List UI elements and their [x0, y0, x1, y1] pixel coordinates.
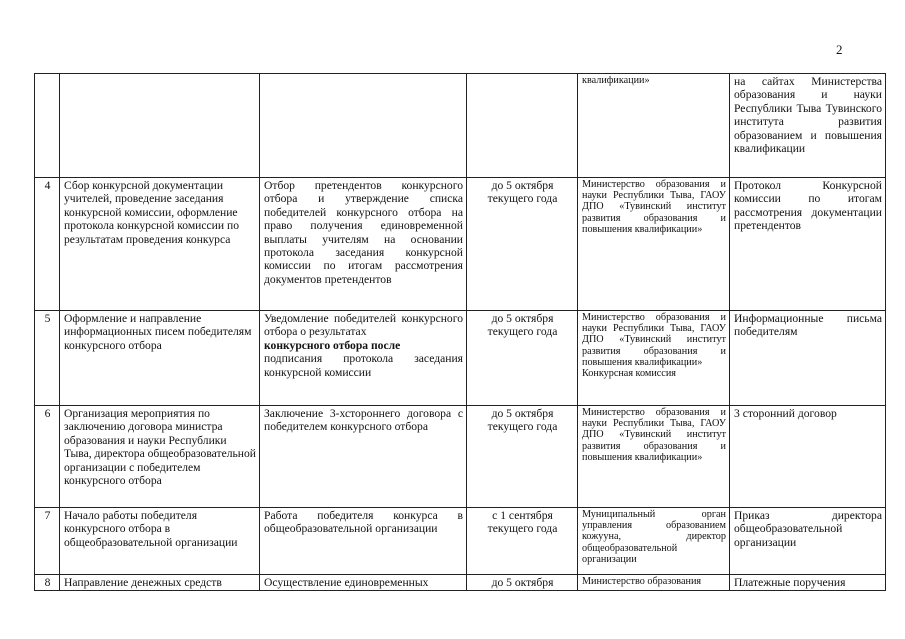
table-row [35, 74, 886, 178]
task-cell: Оформление и направление информационных писем победителям конкурсного отбора [60, 311, 260, 406]
table-row [35, 311, 886, 406]
responsible-cell [578, 311, 730, 406]
task-cell: Направление денежных средств [60, 575, 260, 591]
result-cell: 3 сторонний договор [730, 406, 886, 508]
date-cell: с 1 сентября текущего года [467, 508, 578, 575]
content-cell [260, 311, 467, 406]
content-bold-text: конкурсного отбора после [264, 338, 401, 352]
task-cell: Организация мероприятия по заключению договора министра образования и науки Республики Тыва, директора общеобразовательной организации с победителем конкурсного отбора [60, 406, 260, 508]
responsible-text: Министерство образования и науки Республики Тыва, ГАОУ ДПО «Тувинский институт развития образования и повышения квалификации» [582, 312, 726, 368]
table-row [35, 406, 886, 508]
responsible-cell: Министерство образования и науки Республики Тыва, ГАОУ ДПО «Тувинский институт развития образования и повышения квалификации» [578, 178, 730, 311]
result-cell: Протокол Конкурсной комиссии по итогам рассмотрения документации претендентов [730, 178, 886, 311]
result-cell: Информационные письма победителям [730, 311, 886, 406]
content-cell: Отбор претендентов конкурсного отбора и утверждение списка победителей конкурсного отбора на право получения единовременной выплаты учителям на основании протокола заседания конкурсной комиссии по итогам рассмотрения документов претендентов [260, 178, 467, 311]
content-cell: Заключение 3-хстороннего договора с победителем конкурсного отбора [260, 406, 467, 508]
responsible-cell: Муниципальный орган управления образованием кожууна, директор общеобразовательной организации [578, 508, 730, 575]
content-text: подписания протокола заседания конкурсной комиссии [264, 352, 463, 379]
row-number: 7 [35, 508, 60, 575]
page-number: 2 [836, 42, 843, 57]
date-cell: до 5 октября текущего года [467, 178, 578, 311]
plan-table [34, 73, 886, 591]
content-cell: Осуществление единовременных [260, 575, 467, 591]
date-cell [467, 74, 578, 178]
row-number: 8 [35, 575, 60, 591]
date-cell: до 5 октября текущего года [467, 406, 578, 508]
result-cell: Приказ директора общеобразовательной организации [730, 508, 886, 575]
content-text: Уведомление победителей конкурсного отбора о результатах [264, 312, 463, 339]
table-row [35, 508, 886, 575]
table-row [35, 178, 886, 311]
date-cell: до 5 октября текущего года [467, 311, 578, 406]
content-cell: Работа победителя конкурса в общеобразовательной организации [260, 508, 467, 575]
table-row [35, 575, 886, 591]
date-cell: до 5 октября [467, 575, 578, 591]
row-number: 4 [35, 178, 60, 311]
row-number: 6 [35, 406, 60, 508]
task-cell: Сбор конкурсной документации учителей, проведение заседания конкурсной комиссии, оформление протокола конкурсной комиссии по результатам проведения конкурса [60, 178, 260, 311]
content-cell [260, 74, 467, 178]
responsible-cell: Министерство образования и науки Республики Тыва, ГАОУ ДПО «Тувинский институт развития образования и повышения квалификации» [578, 406, 730, 508]
result-cell: на сайтах Министерства образования и науки Республики Тыва Тувинского института развития образованием и повышения квалификации [730, 74, 886, 178]
task-cell: Начало работы победителя конкурсного отбора в общеобразовательной организации [60, 508, 260, 575]
responsible-extra-text: Конкурсная комиссия [582, 368, 676, 380]
responsible-cell: Министерство образования [578, 575, 730, 591]
task-cell [60, 74, 260, 178]
row-number [35, 74, 60, 178]
row-number: 5 [35, 311, 60, 406]
responsible-cell: квалификации» [578, 74, 730, 178]
result-cell: Платежные поручения [730, 575, 886, 591]
